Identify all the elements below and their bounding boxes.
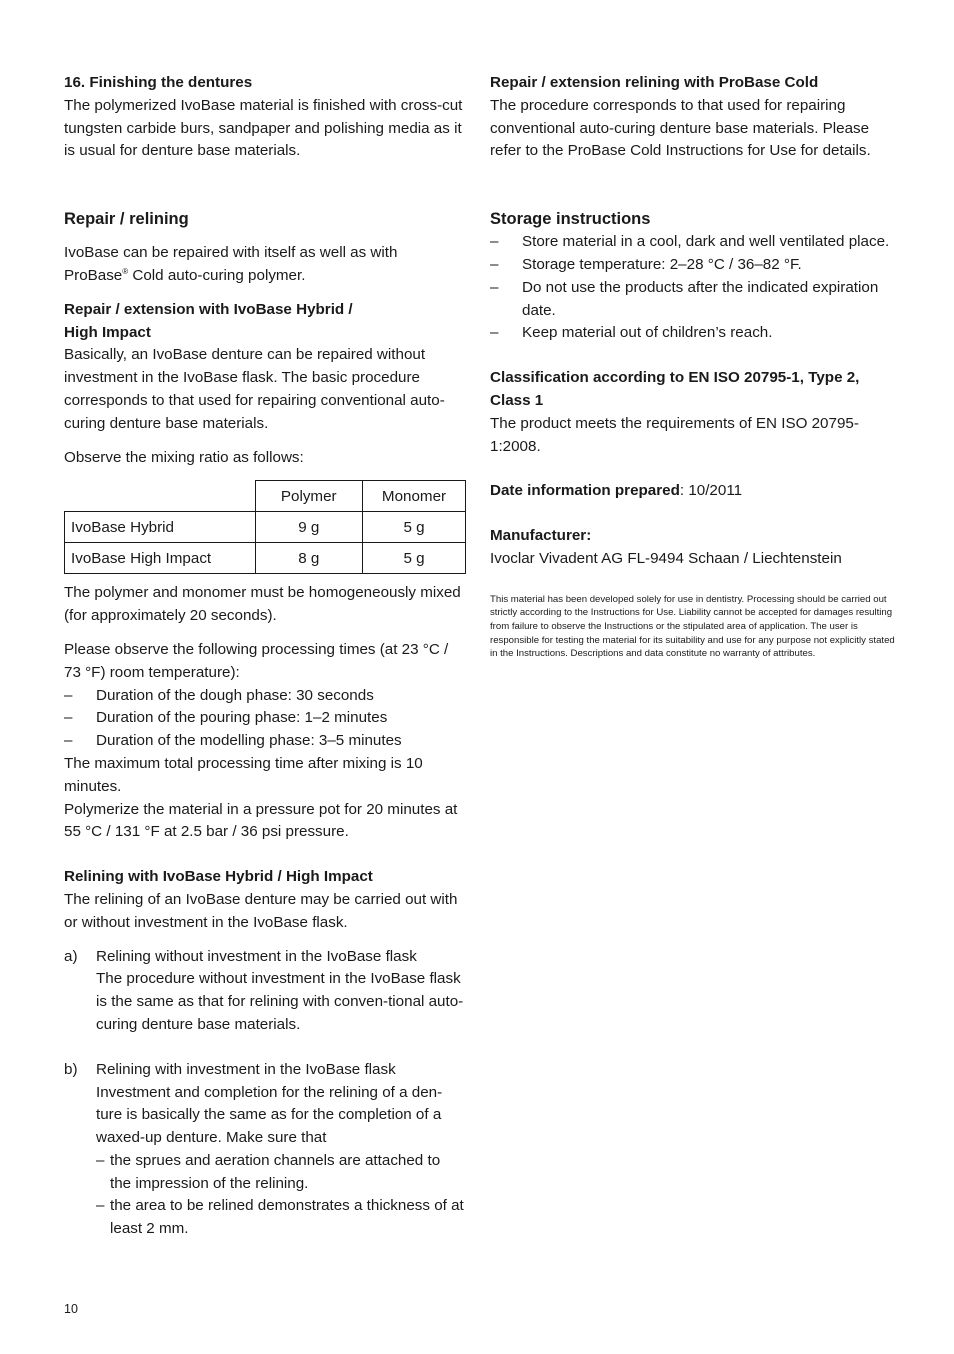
dash-marker: – xyxy=(64,709,73,727)
table-cell-monomer: 5 g xyxy=(363,543,466,574)
list-item xyxy=(64,707,464,730)
table-row xyxy=(65,512,466,543)
relining-option-b xyxy=(64,1059,464,1241)
option-b-body: Investment and completion for the relining of a den-ture is basically the same as for the completion of a waxed-up denture. Make sure that xyxy=(96,1083,443,1147)
extension-body: Basically, an IvoBase denture can be repaired without investment in the IvoBase flask. The basic procedure corresponds to that used for repairing conventional auto-curing denture base materials. xyxy=(64,346,445,432)
list-item xyxy=(96,1150,464,1196)
mixing-ratio-intro: Observe the mixing ratio as follows: xyxy=(64,448,304,466)
homogeneous-mixing-text: The polymer and monomer must be homogeneously mixed (for approximately 20 seconds). xyxy=(64,584,461,625)
probase-heading: Repair / extension relining with ProBase Cold xyxy=(490,74,819,91)
dash-marker: – xyxy=(96,1151,105,1169)
list-item-text: Duration of the modelling phase: 3–5 minutes xyxy=(96,732,402,750)
registered-mark: ® xyxy=(122,266,129,276)
date-prepared xyxy=(490,480,895,503)
dash-marker: – xyxy=(490,233,499,251)
dash-marker: – xyxy=(490,255,499,273)
left-column xyxy=(64,72,464,1241)
repair-intro-text-end: Cold auto-curing polymer. xyxy=(128,266,306,284)
list-item-text: Store material in a cool, dark and well ventilated place. xyxy=(522,233,890,251)
dash-marker: – xyxy=(96,1197,105,1215)
dash-marker: – xyxy=(64,686,73,704)
date-label: Date information prepared xyxy=(490,482,680,500)
list-item xyxy=(490,254,895,277)
table-header-polymer: Polymer xyxy=(255,481,363,512)
list-item xyxy=(96,1195,464,1241)
processing-times-intro: Please observe the following processing times (at 23 °C / 73 °F) room temperature): xyxy=(64,640,449,681)
extension-heading-line2: High Impact xyxy=(64,323,151,341)
repair-intro xyxy=(64,242,464,288)
right-column xyxy=(490,72,895,661)
list-item xyxy=(64,685,464,708)
date-value: : 10/2011 xyxy=(679,482,743,500)
list-item xyxy=(490,322,895,345)
probase-body: The procedure corresponds to that used for repairing conventional auto-curing denture base materials. Please refer to the ProBase Cold Instructions for Use for details. xyxy=(490,96,871,160)
list-item xyxy=(490,231,895,254)
classification-heading: Classification according to EN ISO 20795-1, Type 2, Class 1 xyxy=(490,369,860,409)
option-marker-b: b) xyxy=(64,1060,78,1078)
table-cell-name: IvoBase Hybrid xyxy=(65,512,256,543)
option-a-body: The procedure without investment in the IvoBase flask is the same as that for relining with conven-tional auto-curing denture base materials. xyxy=(96,970,464,1033)
page-number: 10 xyxy=(64,1302,78,1316)
max-processing-time: The maximum total processing time after mixing is 10 minutes. xyxy=(64,754,423,795)
section-heading-repair: Repair / relining xyxy=(64,210,189,229)
table-cell-name: IvoBase High Impact xyxy=(65,543,256,574)
list-item-text: the sprues and aeration channels are attached to the impression of the relining. xyxy=(110,1151,441,1192)
table-header-monomer: Monomer xyxy=(363,481,466,512)
list-item xyxy=(490,277,895,323)
manufacturer-heading: Manufacturer: xyxy=(490,527,592,545)
option-marker-a: a) xyxy=(64,947,78,965)
table-cell-monomer: 5 g xyxy=(363,512,466,543)
list-item-text: the area to be relined demonstrates a thickness of at least 2 mm. xyxy=(110,1197,464,1238)
dash-marker: – xyxy=(64,732,73,750)
relining-heading: Relining with IvoBase Hybrid / High Impact xyxy=(64,868,373,886)
dash-marker: – xyxy=(490,324,499,342)
option-a-title: Relining without investment in the IvoBase flask xyxy=(96,947,417,965)
option-b-content xyxy=(96,1059,464,1241)
list-item xyxy=(64,730,464,753)
disclaimer-text: This material has been developed solely for use in dentistry. Processing should be carried out strictly according to the Instructions for Use. Liability cannot be accepted for damages resulting from failure to observe the Instructions or the stipulated area of application. The user is responsible for testing the material for its suitability and use for any purpose not explicitly stated in the Instructions. Descriptions and data constitute no warranty of attributes. xyxy=(490,593,895,660)
polymerize-instructions: Polymerize the material in a pressure pot for 20 minutes at 55 °C / 131 °F at 2.5 bar / 36 psi pressure. xyxy=(64,800,458,841)
option-b-title: Relining with investment in the IvoBase flask xyxy=(96,1060,396,1078)
repair-intro-text: IvoBase can be repaired with itself as well as with ProBase xyxy=(64,244,398,284)
relining-body: The relining of an IvoBase denture may be carried out with or without investment in the IvoBase flask. xyxy=(64,890,458,931)
table-corner-cell xyxy=(65,481,256,512)
extension-heading-line1: Repair / extension with IvoBase Hybrid / xyxy=(64,300,353,318)
list-item-text: Do not use the products after the indicated expiration date. xyxy=(522,278,879,319)
dash-marker: – xyxy=(490,278,499,296)
table-cell-polymer: 9 g xyxy=(255,512,363,543)
table-cell-polymer: 8 g xyxy=(255,543,363,574)
list-item-text: Storage temperature: 2–28 °C / 36–82 °F. xyxy=(522,255,802,273)
list-item-text: Duration of the pouring phase: 1–2 minutes xyxy=(96,709,388,727)
table-row xyxy=(65,543,466,574)
list-item-text: Keep material out of children’s reach. xyxy=(522,324,773,342)
finishing-body: The polymerized IvoBase material is finished with cross-cut tungsten carbide burs, sandpaper and polishing media as it is usual for denture base materials. xyxy=(64,96,463,160)
mixing-ratio-table xyxy=(64,480,466,574)
manufacturer-body: Ivoclar Vivadent AG FL-9494 Schaan / Liechtenstein xyxy=(490,549,842,567)
list-item-text: Duration of the dough phase: 30 seconds xyxy=(96,686,374,704)
section-heading-finishing: 16. Finishing the dentures xyxy=(64,74,253,91)
storage-heading: Storage instructions xyxy=(490,210,651,229)
table-header-row xyxy=(65,481,466,512)
relining-option-a xyxy=(64,946,464,1037)
classification-body: The product meets the requirements of EN ISO 20795-1:2008. xyxy=(490,414,859,455)
option-a-content xyxy=(96,946,464,1037)
